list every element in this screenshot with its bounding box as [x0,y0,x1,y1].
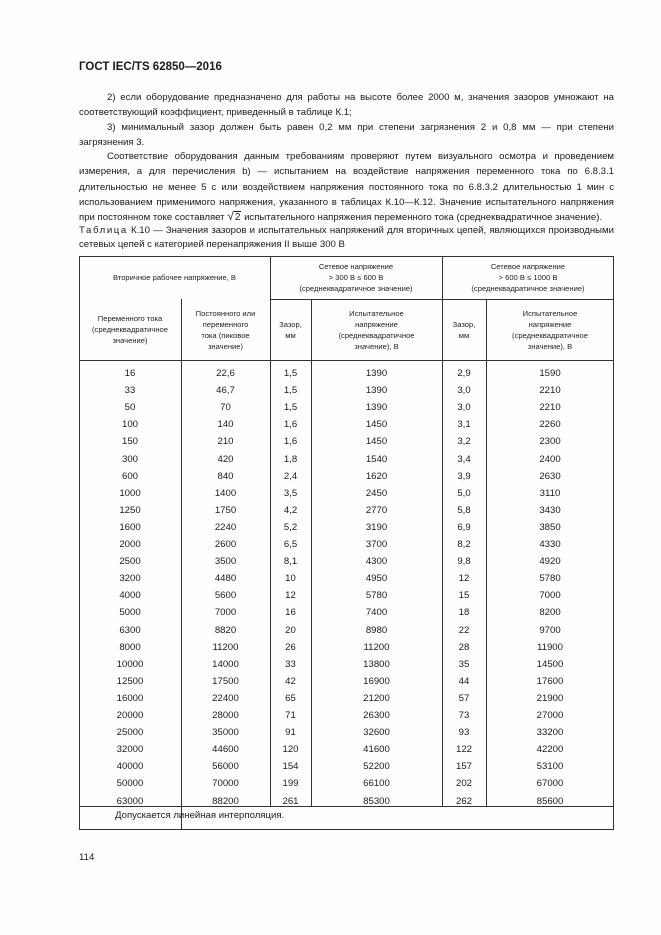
table-row [79,758,614,775]
sqrt-symbol: √2 [227,209,241,224]
table-cell: 32600 [363,727,390,739]
table-row [79,433,614,450]
table-cell: 4000 [119,590,141,602]
table-row [79,622,614,639]
table-row [79,673,614,690]
table-cell: 7000 [214,607,237,619]
table-cell: 22 [458,624,470,636]
table-cell: 57 [458,692,470,704]
table-row [79,519,614,536]
table-cell: 2300 [539,436,561,448]
table-cell: 18 [458,607,470,619]
table-row [79,604,614,621]
table-cell: 42200 [536,744,564,756]
table-cell: 12 [458,573,470,585]
table-cell: 16900 [363,675,390,687]
table-cell: 5,8 [457,504,471,516]
table-cell: 120 [282,744,299,756]
document-header: ГОСТ IEC/TS 62850—2016 [79,61,222,73]
table-cell: 21900 [536,692,564,704]
table-cell: 1600 [119,521,141,533]
table-row [79,587,614,604]
table-cell: 5600 [214,590,237,602]
table-cell: 1450 [365,419,388,431]
table-cell: 1000 [119,487,141,499]
table-cell: 4480 [214,573,237,585]
table-cell: 2450 [365,487,388,499]
table-cell: 17600 [536,675,564,687]
table-cell: 20000 [116,710,144,721]
header-ac-rms: Переменного тока (среднеквадратичное значение) [92,314,168,345]
table-cell: 2,9 [457,368,471,379]
table-row [79,382,614,399]
table-cell: 20 [285,624,296,636]
table-cell: 7400 [365,607,388,619]
table-cell: 199 [282,778,299,790]
table-cell: 5,2 [283,521,298,533]
header-gap-2: Зазор, мм [452,319,476,340]
table-cell: 2210 [539,402,561,414]
table-row [79,570,614,587]
table-cell: 28000 [212,710,239,721]
table-cell: 2630 [539,470,561,482]
table-cell: 70000 [212,778,239,790]
table-row [79,553,614,570]
table-header-bottom-line [79,360,614,361]
table-row [79,485,614,502]
table-cell: 28 [458,641,470,653]
table-cell: 6,9 [457,521,471,533]
table-cell: 85600 [536,795,564,807]
table-cell: 3,4 [457,453,471,465]
table-cell: 4330 [539,539,561,550]
table-cell: 210 [217,436,234,448]
table-cell: 3,0 [457,385,471,397]
table-cell: 16 [285,607,296,619]
table-cell: 1,6 [283,419,298,431]
table-cell: 3700 [365,539,388,550]
table-cell: 202 [455,778,472,790]
paragraph-min-gap-text: 3) минимальный зазор должен быть равен 0,2 мм при степени загрязнения 2 и 0,8 мм — при степени загрязнения 3. [79,122,614,149]
table-cell: 33 [124,385,136,397]
table-cell: 8000 [119,641,141,653]
paragraph-compliance [79,149,614,225]
table-cell: 11200 [212,641,239,653]
table-note: Допускается линейная интерполяция. [115,810,285,821]
page-number: 114 [79,852,95,863]
table-row [79,724,614,741]
table-row [79,416,614,433]
table-cell: 14000 [212,658,239,670]
table-cell: 1540 [365,453,388,465]
table-cell: 44600 [212,744,239,756]
table-row [79,451,614,468]
table-cell: 11900 [537,641,563,653]
table-cell: 26300 [363,710,390,721]
table-title-text: К.10 — Значения зазоров и испытательных напряжений для вторичных цепей, являющихся производными сетевых цепей с категорией перенапряжения II выше 300 В [79,225,614,250]
table-cell: 8200 [539,607,561,619]
header-test-voltage-1: Испытательное напряжение (среднеквадратичное значение), В [338,308,415,351]
table-cell: 3500 [214,556,237,568]
table-cell: 52200 [363,761,390,773]
table-label: Таблица [79,225,128,236]
table-row [79,656,614,673]
table-cell: 35 [458,658,470,670]
table-cell: 1,5 [283,385,298,397]
table-cell: 3190 [365,521,388,533]
table-cell: 300 [121,453,138,465]
table-cell: 4,2 [283,504,298,516]
table-cell: 3430 [539,504,561,516]
table-title [79,224,614,252]
table-cell: 4950 [365,573,388,585]
table-cell: 14500 [536,658,564,670]
table-cell: 63000 [116,795,144,807]
table-cell: 2240 [214,521,237,533]
table-cell: 140 [217,419,234,431]
table-cell: 122 [455,744,472,756]
table-cell: 6,5 [283,539,298,550]
table-row [79,399,614,416]
table-cell: 8980 [365,624,388,636]
table-cell: 9,8 [457,556,471,568]
table-cell: 7000 [539,590,561,602]
table-cell: 88200 [212,795,239,807]
header-test-voltage-2: Испытательное напряжение (среднеквадратичное значение), В [512,308,588,351]
table-cell: 25000 [116,727,144,739]
table-cell: 154 [282,761,299,773]
table-cell: 46,7 [216,385,235,397]
table-cell: 2500 [119,556,141,568]
table-cell: 150 [121,436,138,448]
table-row [79,502,614,519]
table-cell: 27000 [536,710,564,721]
sqrt-radicand: 2 [234,212,241,224]
table-cell: 3,2 [457,436,471,448]
table-cell: 10000 [116,658,144,670]
table-cell: 56000 [212,761,239,773]
table-cell: 73 [458,710,470,721]
table-row [79,793,614,810]
table-cell: 840 [217,470,234,482]
table-cell: 66100 [363,778,390,790]
table-cell: 1390 [365,368,388,379]
table-cell: 1400 [214,487,237,499]
table-cell: 262 [455,795,472,807]
table-row [79,690,614,707]
table-cell: 100 [121,419,138,431]
table-cell: 8,2 [457,539,471,550]
table-row [79,365,614,382]
paragraph-compliance-text-b: испытательного напряжения переменного тока (среднеквадратичное значение). [244,212,603,224]
table-cell: 1,8 [283,453,298,465]
table-cell: 5,0 [457,487,471,499]
table-cell: 1,6 [283,436,298,448]
table-cell: 8820 [214,624,237,636]
table-cell: 15 [458,590,470,602]
paragraph-compliance-text-a: Соответствие оборудования данным требованиям проверяют путем визуального осмотра и проведением измерения, а для перечисления b) — испытанием на воздействие напряжения переменного тока по 6.8.3.1 длительностью не менее 5 с или воздействием напряжения постоянного тока по 6.8.3.2 длительностью 1 мин с использованием применимого напряжения, указанного в таблицах К.10—К.12. Значение испытательного напряжения при постоянном токе составляет [79,151,614,224]
table-row [79,707,614,724]
table-cell: 1590 [539,368,561,379]
table-row [79,741,614,758]
table-cell: 2770 [365,504,388,516]
table-cell: 3,9 [457,470,471,482]
table-cell: 3200 [119,573,141,585]
table-cell: 41600 [363,744,390,756]
table-cell: 3110 [539,487,561,499]
table-cell: 9700 [539,624,561,636]
table-cell: 3850 [539,521,561,533]
table-cell: 5780 [365,590,388,602]
table-row [79,536,614,553]
table-cell: 1,5 [283,402,298,414]
table-cell: 65 [285,692,296,704]
table-cell: 13800 [363,658,390,670]
table-row [79,468,614,485]
table-cell: 44 [458,675,470,687]
table-cell: 1750 [214,504,237,516]
table-cell: 12500 [116,675,144,687]
table-cell: 70 [220,402,231,414]
header-mains-300-600: Сетевое напряжение > 300 В ≤ 600 В (среднеквадратичное значение) [299,262,413,293]
table-row [79,775,614,792]
table-cell: 1390 [365,385,388,397]
table-cell: 16000 [116,692,144,704]
table-cell: 4300 [365,556,388,568]
table-cell: 22400 [212,692,239,704]
header-gap-1: Зазор, мм [279,319,302,340]
table-cell: 1620 [365,470,388,482]
table-cell: 420 [217,453,234,465]
header-dc-peak: Постоянного или переменного тока (пиковое значение) [195,308,256,351]
table-cell: 33 [285,658,296,670]
table-cell: 600 [121,470,138,482]
table-cell: 5780 [539,573,561,585]
table-cell: 93 [458,727,470,739]
table-cell: 11200 [363,641,390,653]
table-cell: 6300 [119,624,141,636]
table-cell: 42 [285,675,296,687]
paragraph-min-gap [79,120,614,151]
table-cell: 261 [282,795,299,807]
table-cell: 85300 [363,795,390,807]
table-cell: 10 [285,573,296,585]
table-cell: 2000 [119,539,141,550]
table-cell: 17500 [212,675,239,687]
table-cell: 2,4 [283,470,298,482]
table-cell: 71 [285,710,296,721]
table-cell: 8,1 [283,556,298,568]
table-row [79,639,614,656]
table-cell: 21200 [363,692,390,704]
table-cell: 3,5 [283,487,298,499]
paragraph-altitude-text: 2) если оборудование предназначено для работы на высоте более 2000 м, значения зазоров умножают на соответствующий коэффициент, приведенный в таблице К.1; [79,92,614,119]
table-cell: 32000 [116,744,144,756]
table-cell: 2210 [539,385,561,397]
table-cell: 50000 [116,778,144,790]
table-cell: 3,0 [457,402,471,414]
table-cell: 2400 [539,453,561,465]
header-mains-600-1000: Сетевое напряжение > 600 В ≤ 1000 В (среднеквадратичное значение) [471,262,585,293]
table-cell: 1390 [365,402,388,414]
table-cell: 5000 [119,607,141,619]
table-cell: 1450 [365,436,388,448]
table-cell: 1,5 [283,368,298,379]
table-cell: 53100 [536,761,564,773]
table-cell: 33200 [536,727,564,739]
table-cell: 22,6 [216,368,235,379]
table-cell: 67000 [536,778,564,790]
table-cell: 26 [285,641,296,653]
table-cell: 91 [285,727,296,739]
table-cell: 1250 [119,504,141,516]
table-cell: 2260 [539,419,561,431]
table-cell: 4920 [539,556,561,568]
table-cell: 40000 [116,761,144,773]
table-cell: 16 [124,368,136,379]
table-cell: 157 [455,761,472,773]
header-secondary-voltage: Вторичное рабочее напряжение, В [113,273,236,282]
table-cell: 3,1 [457,419,471,431]
table-cell: 35000 [212,727,239,739]
table-cell: 50 [124,402,136,414]
paragraph-altitude [79,90,614,121]
table-cell: 2600 [214,539,237,550]
table-cell: 12 [285,590,296,602]
